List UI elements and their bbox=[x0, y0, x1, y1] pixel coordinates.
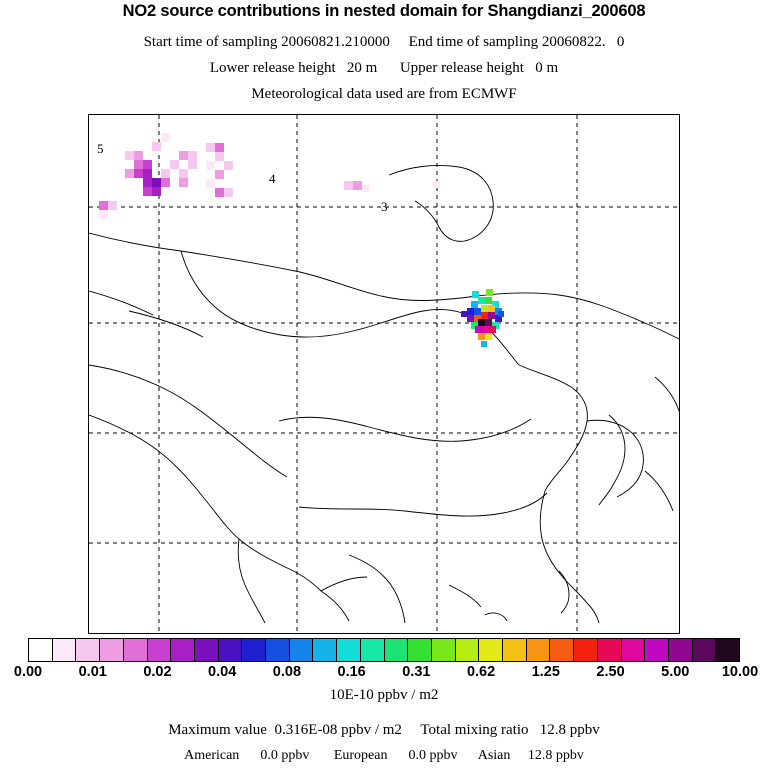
release-height-line bbox=[0, 60, 768, 77]
colorbar-cell-21 bbox=[527, 639, 551, 661]
grid-label-3: 3 bbox=[381, 199, 388, 214]
colorbar-tick-3: 0.04 bbox=[208, 664, 237, 680]
colorbar-cell-1 bbox=[53, 639, 77, 661]
colorbar-tick-0: 0.00 bbox=[13, 664, 43, 680]
upper-release-value: 0 m bbox=[535, 60, 559, 76]
colorbar-cell-11 bbox=[290, 639, 314, 661]
colorbar-tick-6: 0.31 bbox=[402, 664, 431, 680]
colorbar-ticks bbox=[0, 664, 768, 682]
footer-summary bbox=[0, 722, 768, 739]
source-american-label: American bbox=[184, 748, 240, 763]
colorbar-tick-8: 1.25 bbox=[531, 664, 560, 680]
colorbar-cell-3 bbox=[100, 639, 124, 661]
lower-release-value: 20 m bbox=[346, 60, 378, 76]
colorbar-cell-15 bbox=[385, 639, 409, 661]
colorbar-cell-14 bbox=[361, 639, 385, 661]
colorbar-cell-5 bbox=[148, 639, 172, 661]
source-asian-label: Asian bbox=[477, 748, 511, 763]
colorbar-cell-10 bbox=[266, 639, 290, 661]
start-time-value: 20060821.210000 bbox=[281, 34, 390, 50]
colorbar-tick-11: 10.00 bbox=[721, 664, 759, 680]
coastline-paths bbox=[89, 165, 679, 623]
source-asian-value: 12.8 ppbv bbox=[527, 748, 584, 763]
colorbar-cell-8 bbox=[219, 639, 243, 661]
colorbar-cell-13 bbox=[337, 639, 361, 661]
colorbar bbox=[28, 638, 740, 662]
page-title: NO2 source contributions in nested domain for Shangdianzi_200608 bbox=[122, 2, 646, 20]
colorbar-cell-19 bbox=[479, 639, 503, 661]
colorbar-cell-17 bbox=[432, 639, 456, 661]
colorbar-cell-2 bbox=[76, 639, 100, 661]
source-american-value: 0.0 ppbv bbox=[260, 748, 310, 763]
colorbar-tick-9: 2.50 bbox=[596, 664, 625, 680]
colorbar-cell-6 bbox=[171, 639, 195, 661]
colorbar-cell-28 bbox=[693, 639, 717, 661]
colorbar-cell-4 bbox=[124, 639, 148, 661]
colorbar-cell-20 bbox=[503, 639, 527, 661]
map-gridlines bbox=[89, 115, 679, 633]
source-european-label: European bbox=[333, 748, 388, 763]
lower-release-label: Lower release height bbox=[209, 60, 336, 76]
sampling-time-line bbox=[0, 34, 768, 51]
grid-label-5: 5 bbox=[97, 141, 104, 156]
colorbar-cell-26 bbox=[645, 639, 669, 661]
colorbar-cell-12 bbox=[313, 639, 337, 661]
colorbar-tick-2: 0.02 bbox=[143, 664, 172, 680]
colorbar-cell-9 bbox=[242, 639, 266, 661]
colorbar-cell-27 bbox=[669, 639, 693, 661]
colorbar-tick-4: 0.08 bbox=[272, 664, 302, 680]
max-value-label: Maximum value bbox=[168, 722, 267, 738]
map-panel bbox=[88, 114, 680, 634]
end-time-label: End time of sampling bbox=[408, 34, 539, 50]
end-time-value: 20060822. 0 bbox=[541, 34, 625, 50]
start-time-label: Start time of sampling bbox=[143, 34, 278, 50]
colorbar-cell-23 bbox=[574, 639, 598, 661]
colorbar-tick-5: 0.16 bbox=[337, 664, 366, 680]
grid-label-4: 4 bbox=[269, 171, 276, 186]
colorbar-tick-1: 0.01 bbox=[78, 664, 107, 680]
colorbar-cell-16 bbox=[408, 639, 432, 661]
source-european-value: 0.0 ppbv bbox=[408, 748, 458, 763]
colorbar-tick-7: 0.62 bbox=[466, 664, 496, 680]
upper-release-label: Upper release height bbox=[399, 60, 524, 76]
footer-source-breakdown bbox=[0, 748, 768, 764]
meteorology-line: Meteorological data used are from ECMWF bbox=[251, 86, 517, 102]
colorbar-cell-25 bbox=[622, 639, 646, 661]
colorbar-cell-18 bbox=[456, 639, 480, 661]
map-graphic bbox=[89, 115, 679, 633]
colorbar-cell-24 bbox=[598, 639, 622, 661]
max-value: 0.316E-08 ppbv / m2 bbox=[274, 722, 402, 738]
colorbar-cell-7 bbox=[195, 639, 219, 661]
colorbar-tick-10: 5.00 bbox=[661, 664, 690, 680]
total-ratio-value: 12.8 ppbv bbox=[539, 722, 600, 738]
colorbar-cell-0 bbox=[29, 639, 53, 661]
total-ratio-label: Total mixing ratio bbox=[420, 722, 529, 738]
colorbar-unit-label: 10E-10 ppbv / m2 bbox=[329, 687, 439, 703]
colorbar-cell-22 bbox=[550, 639, 574, 661]
colorbar-cell-29 bbox=[716, 639, 739, 661]
